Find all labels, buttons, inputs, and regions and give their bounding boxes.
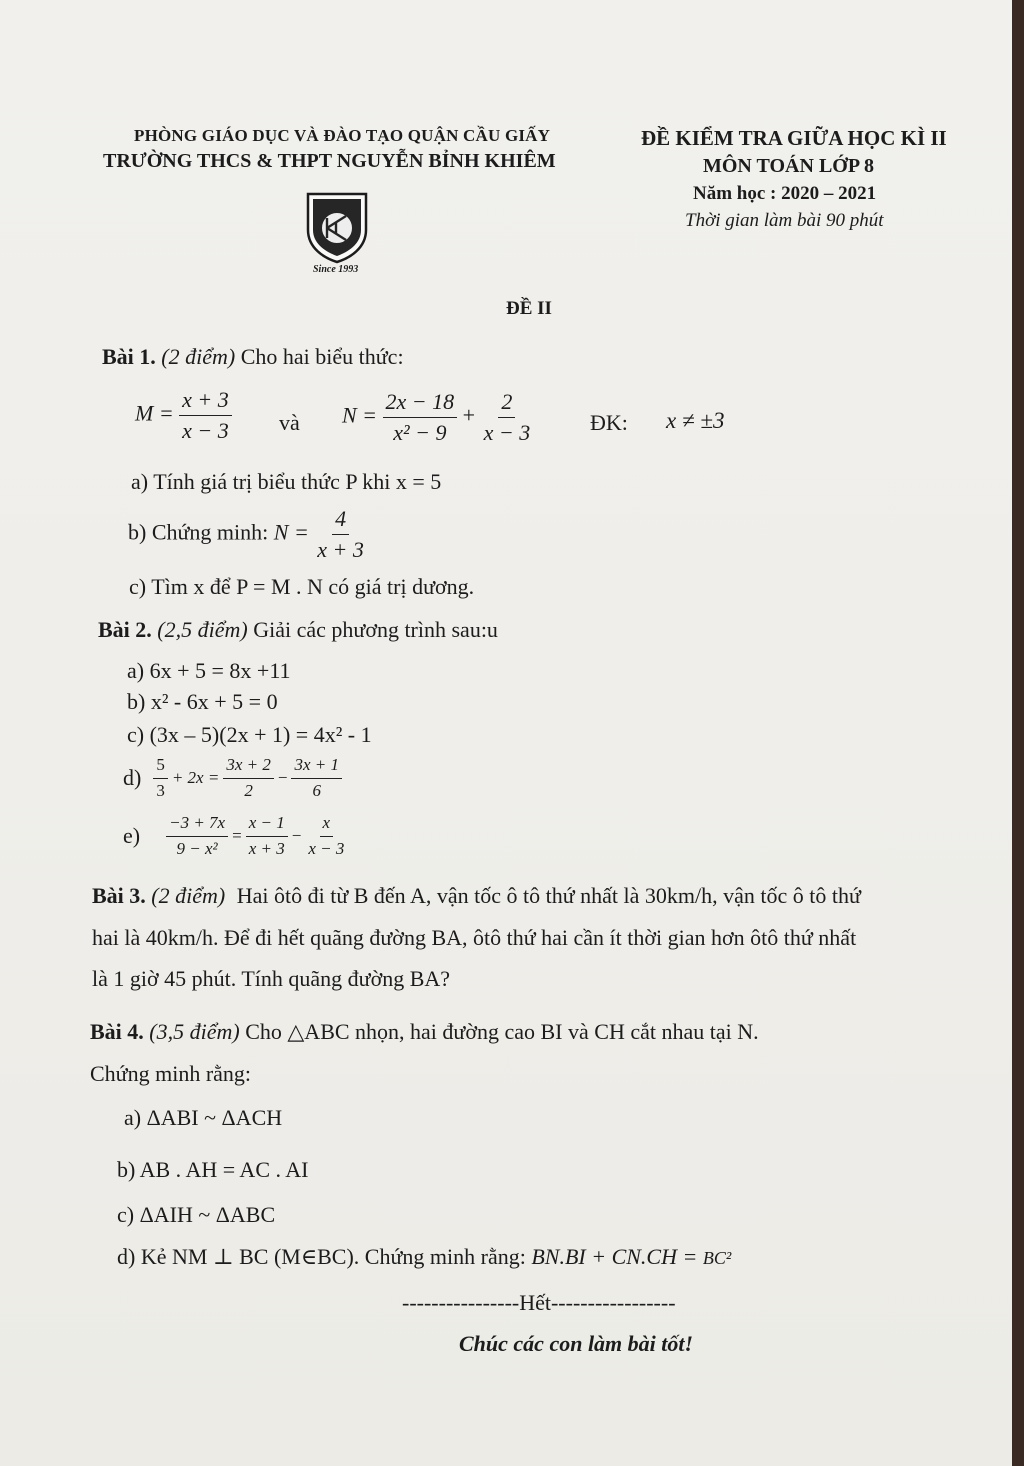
n-lhs: N = [342, 402, 378, 428]
bai4-d-math: BN.BI + CN.CH = [531, 1244, 698, 1269]
e-fraction-1 [166, 814, 228, 858]
bai4-intro: Cho △ABC nhọn, hai đường cao BI và CH cắt nhau tại N. [245, 1019, 759, 1044]
m-denominator: x − 3 [182, 418, 229, 444]
good-luck-message: Chúc các con làm bài tốt! [459, 1331, 694, 1356]
e-f3-denominator: x − 3 [308, 838, 345, 858]
word-va: và [279, 410, 300, 435]
m-lhs: M = [135, 400, 174, 426]
n-numerator-1: 2x − 18 [383, 390, 458, 418]
bai2-part-b: b) x² - 6x + 5 = 0 [127, 689, 278, 714]
d-f1-numerator: 5 [153, 756, 168, 779]
e-f3-numerator: x [320, 814, 334, 837]
bai3-line-3: là 1 giờ 45 phút. Tính quãng đường BA? [92, 966, 451, 991]
e-fraction-2 [246, 814, 288, 858]
school-year: Năm học : 2020 – 2021 [693, 183, 877, 204]
plus-sign: + [462, 402, 476, 428]
department-name: PHÒNG GIÁO DỤC VÀ ĐÀO TẠO QUẬN CẦU GIẤY [134, 126, 551, 145]
bai2-part-d [123, 756, 342, 800]
bai3-label: Bài 3. [92, 883, 146, 908]
bai4-part-c: c) ΔAIH ~ ΔABC [117, 1202, 276, 1227]
bai4-part-b: b) AB . AH = AC . AI [117, 1157, 309, 1182]
exam-subject: MÔN TOÁN LỚP 8 [703, 155, 874, 177]
e-equals: = [232, 826, 242, 846]
d-f1-denominator: 3 [156, 780, 165, 800]
m-fraction [179, 388, 232, 443]
d-fraction-2 [223, 756, 274, 800]
d-middle: + 2x = [171, 768, 220, 788]
bai3-text-1: Hai ôtô đi từ B đến A, vận tốc ô tô thứ nhất là 30km/h, vận tốc ô tô thứ [236, 883, 861, 908]
bai1-part-c: c) Tìm x để P = M . N có giá trị dương. [129, 574, 475, 599]
d-f3-denominator: 6 [312, 780, 321, 800]
bai4-d-text: d) Kẻ NM ⊥ BC (M∈BC). Chứng minh rằng: [117, 1244, 526, 1269]
b-fraction [314, 507, 367, 562]
b-denominator: x + 3 [317, 537, 364, 563]
e-f2-denominator: x + 3 [248, 838, 285, 858]
bai2-points: (2,5 điểm) [157, 617, 248, 642]
bai2-d-label: d) [123, 765, 142, 791]
bai4-prove: Chứng minh rằng: [90, 1061, 252, 1086]
n-fraction-1 [383, 390, 458, 445]
end-marker: ----------------Hết----------------- [402, 1290, 676, 1315]
n-denominator-2: x − 3 [483, 420, 531, 446]
bai4-d-bc: BC² [702, 1248, 732, 1268]
exam-title: ĐỀ KIỂM TRA GIỮA HỌC KÌ II [641, 126, 947, 150]
condition-label: ĐK: [590, 410, 628, 435]
n-numerator-2: 2 [498, 390, 515, 418]
exam-version: ĐỀ II [506, 298, 552, 319]
bai2-part-c: c) (3x – 5)(2x + 1) = 4x² - 1 [127, 722, 372, 747]
bai1-part-a: a) Tính giá trị biểu thức P khi x = 5 [131, 469, 442, 494]
e-f1-numerator: −3 + 7x [166, 814, 228, 837]
n-fraction-2 [481, 390, 534, 445]
bai2-label: Bài 2. [98, 617, 152, 642]
e-fraction-3 [305, 814, 347, 858]
m-numerator: x + 3 [179, 388, 232, 416]
expression-n [342, 390, 533, 445]
expression-m [135, 388, 232, 443]
bai1-intro: Cho hai biểu thức: [240, 344, 404, 369]
bai1-heading [102, 344, 404, 370]
bai4-points: (3,5 điểm) [149, 1019, 240, 1044]
bai2-intro: Giải các phương trình sau:u [253, 617, 498, 642]
b-numerator: 4 [332, 507, 349, 535]
bai4-heading [90, 1019, 759, 1045]
bai2-part-e [123, 814, 347, 858]
condition-value: x ≠ ±3 [666, 408, 725, 433]
d-f2-denominator: 2 [244, 780, 253, 800]
bai2-part-a: a) 6x + 5 = 8x +11 [127, 658, 291, 683]
bai4-part-a: a) ΔABI ~ ΔACH [124, 1105, 283, 1130]
d-f2-numerator: 3x + 2 [223, 756, 274, 779]
d-fraction-3 [291, 756, 342, 800]
exam-duration: Thời gian làm bài 90 phút [685, 210, 884, 231]
d-f3-numerator: 3x + 1 [291, 756, 342, 779]
bai3-line-2: hai là 40km/h. Để đi hết quãng đường BA, ôtô thứ hai cần ít thời gian hơn ôtô thứ nhất [92, 925, 857, 950]
bai3-points: (2 điểm) [151, 883, 226, 908]
b-lhs: N = [273, 519, 309, 545]
school-name: TRƯỜNG THCS & THPT NGUYỄN BỈNH KHIÊM [103, 150, 556, 172]
school-logo [304, 190, 370, 264]
bai4-label: Bài 4. [90, 1019, 144, 1044]
bai1-part-b [128, 507, 367, 562]
e-f1-denominator: 9 − x² [176, 838, 218, 858]
d-fraction-1 [153, 756, 168, 800]
bai1-part-b-text: b) Chứng minh: [128, 519, 269, 545]
e-f2-numerator: x − 1 [246, 814, 288, 837]
bai1-points: (2 điểm) [161, 344, 236, 369]
bai2-heading [98, 617, 498, 643]
e-minus: − [291, 826, 302, 846]
bai1-label: Bài 1. [102, 344, 156, 369]
n-denominator-1: x² − 9 [393, 420, 447, 446]
bai2-e-label: e) [123, 823, 141, 849]
bai3-line-1 [92, 883, 861, 909]
bai4-part-d [117, 1244, 731, 1270]
since-text: Since 1993 [313, 264, 359, 275]
d-minus: − [277, 768, 288, 788]
